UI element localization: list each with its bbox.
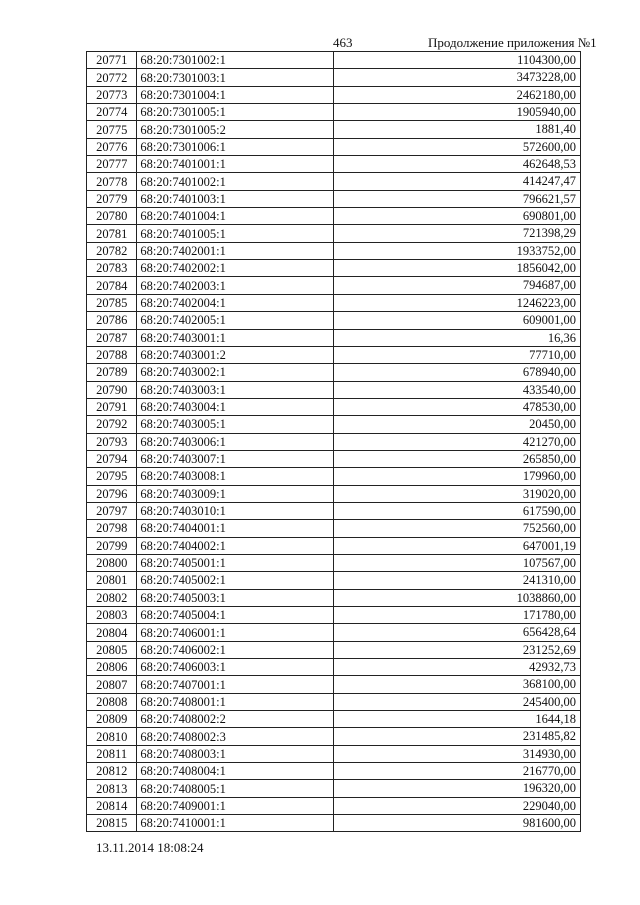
- row-number: 20815: [87, 815, 137, 832]
- cadastral-number: 68:20:7408004:1: [137, 763, 334, 780]
- table-row: [87, 173, 581, 190]
- table-row: [87, 728, 581, 745]
- cadastral-value: 656428,64: [333, 624, 580, 641]
- row-number: 20791: [87, 398, 137, 415]
- cadastral-value: 241310,00: [333, 572, 580, 589]
- row-number: 20792: [87, 416, 137, 433]
- cadastral-value: 216770,00: [333, 763, 580, 780]
- cadastral-number: 68:20:7409001:1: [137, 797, 334, 814]
- table-row: [87, 312, 581, 329]
- cadastral-number: 68:20:7410001:1: [137, 815, 334, 832]
- table-row: [87, 381, 581, 398]
- cadastral-number: 68:20:7402001:1: [137, 242, 334, 259]
- cadastral-value: 1856042,00: [333, 260, 580, 277]
- cadastral-number: 68:20:7401002:1: [137, 173, 334, 190]
- row-number: 20795: [87, 468, 137, 485]
- cadastral-value: 462648,53: [333, 156, 580, 173]
- row-number: 20803: [87, 607, 137, 624]
- table-row: [87, 485, 581, 502]
- cadastral-number: 68:20:7301005:1: [137, 104, 334, 121]
- row-number: 20807: [87, 676, 137, 693]
- cadastral-value: 20450,00: [333, 416, 580, 433]
- table-row: [87, 346, 581, 363]
- row-number: 20804: [87, 624, 137, 641]
- row-number: 20775: [87, 121, 137, 138]
- cadastral-value: 1933752,00: [333, 242, 580, 259]
- row-number: 20799: [87, 537, 137, 554]
- table-row: [87, 277, 581, 294]
- cadastral-value: 171780,00: [333, 607, 580, 624]
- cadastral-number: 68:20:7402004:1: [137, 294, 334, 311]
- cadastral-number: 68:20:7402002:1: [137, 260, 334, 277]
- cadastral-number: 68:20:7403009:1: [137, 485, 334, 502]
- cadastral-value: 179960,00: [333, 468, 580, 485]
- cadastral-number: 68:20:7408002:3: [137, 728, 334, 745]
- cadastral-number: 68:20:7401001:1: [137, 156, 334, 173]
- table-row: [87, 242, 581, 259]
- row-number: 20785: [87, 294, 137, 311]
- cadastral-value: 196320,00: [333, 780, 580, 797]
- cadastral-value: 433540,00: [333, 381, 580, 398]
- row-number: 20798: [87, 520, 137, 537]
- table-row: [87, 797, 581, 814]
- row-number: 20779: [87, 190, 137, 207]
- row-number: 20777: [87, 156, 137, 173]
- cadastral-value: 752560,00: [333, 520, 580, 537]
- row-number: 20780: [87, 208, 137, 225]
- row-number: 20788: [87, 346, 137, 363]
- table-row: [87, 190, 581, 207]
- cadastral-value: 314930,00: [333, 745, 580, 762]
- cadastral-number: 68:20:7301003:1: [137, 69, 334, 86]
- cadastral-value: 414247,47: [333, 173, 580, 190]
- cadastral-value: 678940,00: [333, 364, 580, 381]
- table-row: [87, 364, 581, 381]
- cadastral-number: 68:20:7301005:2: [137, 121, 334, 138]
- cadastral-value: 1905940,00: [333, 104, 580, 121]
- row-number: 20810: [87, 728, 137, 745]
- table-row: [87, 676, 581, 693]
- cadastral-value: 421270,00: [333, 433, 580, 450]
- row-number: 20814: [87, 797, 137, 814]
- row-number: 20776: [87, 138, 137, 155]
- row-number: 20771: [87, 52, 137, 69]
- row-number: 20808: [87, 693, 137, 710]
- row-number: 20778: [87, 173, 137, 190]
- cadastral-value: 319020,00: [333, 485, 580, 502]
- cadastral-number: 68:20:7301006:1: [137, 138, 334, 155]
- cadastral-number: 68:20:7405004:1: [137, 607, 334, 624]
- cadastral-number: 68:20:7404002:1: [137, 537, 334, 554]
- cadastral-number: 68:20:7301004:1: [137, 86, 334, 103]
- table-row: [87, 554, 581, 571]
- table-row: [87, 815, 581, 832]
- cadastral-number: 68:20:7402003:1: [137, 277, 334, 294]
- cadastral-number: 68:20:7402005:1: [137, 312, 334, 329]
- table-row: [87, 589, 581, 606]
- row-number: 20794: [87, 450, 137, 467]
- cadastral-value: 42932,73: [333, 659, 580, 676]
- cadastral-value: 231252,69: [333, 641, 580, 658]
- row-number: 20774: [87, 104, 137, 121]
- table-row: [87, 52, 581, 69]
- table-row: [87, 520, 581, 537]
- cadastral-number: 68:20:7401005:1: [137, 225, 334, 242]
- table-row: [87, 641, 581, 658]
- cadastral-value: 794687,00: [333, 277, 580, 294]
- cadastral-value: 265850,00: [333, 450, 580, 467]
- cadastral-number: 68:20:7403004:1: [137, 398, 334, 415]
- cadastral-number: 68:20:7408001:1: [137, 693, 334, 710]
- cadastral-value: 1104300,00: [333, 52, 580, 69]
- table-row: [87, 416, 581, 433]
- cadastral-number: 68:20:7408003:1: [137, 745, 334, 762]
- table-row: [87, 294, 581, 311]
- table-row: [87, 260, 581, 277]
- table-row: [87, 624, 581, 641]
- cadastral-value: 721398,29: [333, 225, 580, 242]
- print-timestamp: 13.11.2014 18:08:24: [96, 840, 204, 855]
- row-number: 20811: [87, 745, 137, 762]
- data-table: [86, 51, 581, 832]
- row-number: 20801: [87, 572, 137, 589]
- cadastral-number: 68:20:7406003:1: [137, 659, 334, 676]
- table-row: [87, 433, 581, 450]
- table-row: [87, 225, 581, 242]
- row-number: 20784: [87, 277, 137, 294]
- table-row: [87, 329, 581, 346]
- cadastral-value: 245400,00: [333, 693, 580, 710]
- row-number: 20772: [87, 69, 137, 86]
- cadastral-value: 1246223,00: [333, 294, 580, 311]
- table-row: [87, 780, 581, 797]
- cadastral-value: 796621,57: [333, 190, 580, 207]
- cadastral-value: 609001,00: [333, 312, 580, 329]
- row-number: 20782: [87, 242, 137, 259]
- row-number: 20813: [87, 780, 137, 797]
- table-row: [87, 659, 581, 676]
- cadastral-number: 68:20:7405001:1: [137, 554, 334, 571]
- cadastral-number: 68:20:7406001:1: [137, 624, 334, 641]
- table-row: [87, 398, 581, 415]
- cadastral-value: 1644,18: [333, 711, 580, 728]
- cadastral-number: 68:20:7408005:1: [137, 780, 334, 797]
- table-body: [87, 52, 581, 832]
- row-number: 20809: [87, 711, 137, 728]
- cadastral-number: 68:20:7403010:1: [137, 502, 334, 519]
- row-number: 20773: [87, 86, 137, 103]
- table-row: [87, 711, 581, 728]
- cadastral-value: 981600,00: [333, 815, 580, 832]
- table-row: [87, 104, 581, 121]
- cadastral-number: 68:20:7403001:2: [137, 346, 334, 363]
- cadastral-value: 478530,00: [333, 398, 580, 415]
- cadastral-number: 68:20:7407001:1: [137, 676, 334, 693]
- table-row: [87, 208, 581, 225]
- cadastral-value: 3473228,00: [333, 69, 580, 86]
- row-number: 20806: [87, 659, 137, 676]
- table-row: [87, 693, 581, 710]
- row-number: 20812: [87, 763, 137, 780]
- cadastral-value: 1038860,00: [333, 589, 580, 606]
- cadastral-value: 77710,00: [333, 346, 580, 363]
- cadastral-value: 107567,00: [333, 554, 580, 571]
- cadastral-number: 68:20:7301002:1: [137, 52, 334, 69]
- cadastral-number: 68:20:7403001:1: [137, 329, 334, 346]
- cadastral-number: 68:20:7403003:1: [137, 381, 334, 398]
- page-number: 463: [333, 35, 353, 50]
- row-number: 20800: [87, 554, 137, 571]
- table-row: [87, 745, 581, 762]
- cadastral-number: 68:20:7405003:1: [137, 589, 334, 606]
- cadastral-value: 231485,82: [333, 728, 580, 745]
- cadastral-number: 68:20:7408002:2: [137, 711, 334, 728]
- row-number: 20790: [87, 381, 137, 398]
- row-number: 20805: [87, 641, 137, 658]
- cadastral-number: 68:20:7403002:1: [137, 364, 334, 381]
- cadastral-value: 647001,19: [333, 537, 580, 554]
- table-row: [87, 121, 581, 138]
- table-row: [87, 156, 581, 173]
- table-row: [87, 763, 581, 780]
- cadastral-number: 68:20:7404001:1: [137, 520, 334, 537]
- row-number: 20797: [87, 502, 137, 519]
- table-row: [87, 468, 581, 485]
- cadastral-number: 68:20:7403006:1: [137, 433, 334, 450]
- cadastral-number: 68:20:7403007:1: [137, 450, 334, 467]
- cadastral-value: 690801,00: [333, 208, 580, 225]
- table-row: [87, 138, 581, 155]
- cadastral-number: 68:20:7405002:1: [137, 572, 334, 589]
- cadastral-value: 16,36: [333, 329, 580, 346]
- table-row: [87, 450, 581, 467]
- row-number: 20783: [87, 260, 137, 277]
- table-row: [87, 607, 581, 624]
- cadastral-number: 68:20:7403005:1: [137, 416, 334, 433]
- cadastral-number: 68:20:7406002:1: [137, 641, 334, 658]
- cadastral-value: 1881,40: [333, 121, 580, 138]
- cadastral-value: 617590,00: [333, 502, 580, 519]
- table-row: [87, 502, 581, 519]
- table-row: [87, 572, 581, 589]
- row-number: 20796: [87, 485, 137, 502]
- cadastral-number: 68:20:7403008:1: [137, 468, 334, 485]
- table-row: [87, 86, 581, 103]
- cadastral-value: 368100,00: [333, 676, 580, 693]
- table-row: [87, 537, 581, 554]
- row-number: 20787: [87, 329, 137, 346]
- continuation-label: Продолжение приложения №1: [428, 35, 597, 50]
- cadastral-value: 2462180,00: [333, 86, 580, 103]
- table-row: [87, 69, 581, 86]
- row-number: 20793: [87, 433, 137, 450]
- row-number: 20786: [87, 312, 137, 329]
- cadastral-value: 572600,00: [333, 138, 580, 155]
- row-number: 20781: [87, 225, 137, 242]
- row-number: 20789: [87, 364, 137, 381]
- cadastral-value: 229040,00: [333, 797, 580, 814]
- row-number: 20802: [87, 589, 137, 606]
- cadastral-number: 68:20:7401004:1: [137, 208, 334, 225]
- cadastral-number: 68:20:7401003:1: [137, 190, 334, 207]
